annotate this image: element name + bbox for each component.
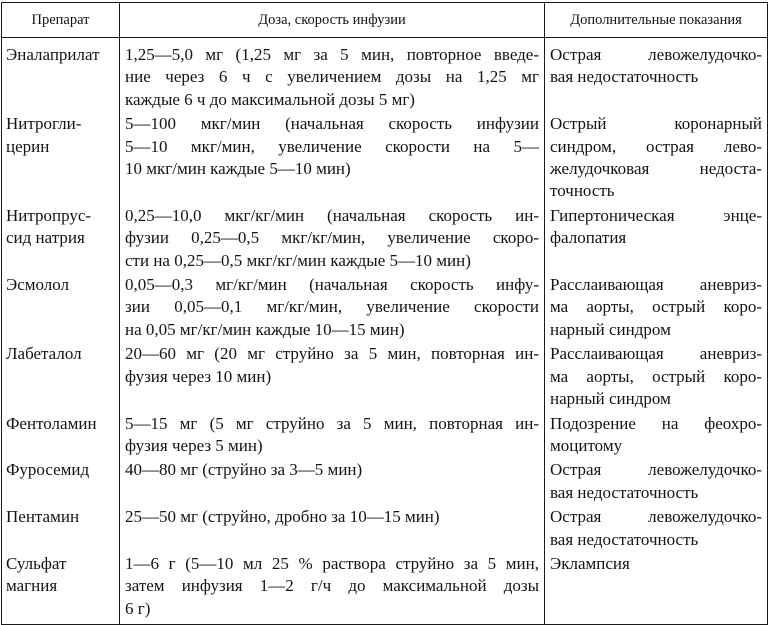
cell-line: Сульфат — [6, 553, 67, 573]
indication-cell — [545, 343, 768, 412]
cell-line: фалопатия — [550, 228, 627, 248]
cell-line: Нитропрус- — [6, 205, 92, 225]
cell-line: нарный синдром — [550, 319, 671, 339]
indication-cell — [545, 553, 768, 625]
cell-line: Фентоламин — [6, 413, 97, 433]
cell-line: фузия через 10 мин) — [125, 366, 272, 386]
cell-line: Эклампсия — [550, 553, 630, 573]
cell-line: сид натрия — [6, 228, 85, 248]
cell-line: 0,25—10,0 мкг/кг/мин (начальная скорость ин- — [125, 205, 539, 225]
table-row — [2, 413, 768, 460]
drug-cell — [2, 343, 120, 412]
indication-cell — [545, 506, 768, 553]
table-body — [2, 38, 768, 625]
cell-line: вая недостаточность — [550, 529, 699, 549]
drug-cell — [2, 113, 120, 205]
dose-cell — [120, 274, 545, 343]
cell-line: Острая левожелудочко- — [550, 460, 762, 480]
cell-line: 6 г) — [125, 598, 151, 618]
cell-line: каждые 6 ч до максимальной дозы 5 мг) — [125, 89, 415, 109]
cell-line: 1,25—5,0 мг (1,25 мг за 5 мин, повторное введе- — [125, 45, 539, 64]
cell-line: точность — [550, 181, 615, 201]
table-row — [2, 205, 768, 274]
indication-cell — [545, 459, 768, 506]
table-row — [2, 38, 768, 114]
cell-line: затем инфузия 1—2 г/ч до максимальной дозы — [125, 576, 539, 596]
drug-dosage-table — [1, 2, 768, 625]
drug-cell — [2, 205, 120, 274]
drug-cell — [2, 413, 120, 460]
table-row — [2, 113, 768, 205]
cell-line: на 0,05 мг/кг/мин каждые 10—15 мин) — [125, 319, 405, 339]
cell-line: Острый коронарный — [550, 114, 762, 134]
indication-cell — [545, 413, 768, 460]
cell-line: Лабеталол — [6, 344, 82, 364]
cell-line: 5—15 мг (5 мг струйно за 5 мин, повторная ин- — [125, 413, 539, 433]
cell-line: вая недостаточность — [550, 67, 699, 87]
table-header-row — [2, 3, 768, 38]
drug-cell — [2, 38, 120, 114]
cell-line: Пентамин — [6, 507, 80, 527]
cell-line: вая недостаточность — [550, 482, 699, 502]
cell-line: зии 0,05—0,1 мг/кг/мин, увеличение скорости — [125, 297, 539, 317]
cell-line: нарный синдром — [550, 389, 671, 409]
cell-line: фузия через 5 мин) — [125, 435, 263, 455]
table-row — [2, 506, 768, 553]
cell-line: Фуросемид — [6, 460, 90, 480]
cell-line: Эналаприлат — [6, 45, 100, 64]
drug-cell — [2, 459, 120, 506]
dose-cell — [120, 343, 545, 412]
table-row — [2, 553, 768, 625]
cell-line: синдром, острая лево- — [550, 136, 762, 156]
indication-cell — [545, 113, 768, 205]
table-row — [2, 343, 768, 412]
table-row — [2, 459, 768, 506]
cell-line: ма аорты, острый коро- — [550, 297, 762, 317]
cell-line: фузии 0,25—0,5 мкг/кг/мин, увеличение скоро- — [125, 228, 539, 248]
cell-line: Подозрение на феохро- — [550, 413, 762, 433]
dose-cell — [120, 413, 545, 460]
cell-line: Гипертоническая энце- — [550, 205, 762, 225]
dose-cell — [120, 553, 545, 625]
dose-cell — [120, 459, 545, 506]
cell-line: 10 мкг/мин каждые 5—10 мин) — [125, 159, 351, 179]
cell-line: Эсмолол — [6, 275, 70, 295]
cell-line: 0,05—0,3 мг/кг/мин (начальная скорость инфу- — [125, 275, 539, 295]
drug-cell — [2, 553, 120, 625]
cell-line: магния — [6, 576, 58, 596]
drug-cell — [2, 506, 120, 553]
cell-line: Нитрогли- — [6, 114, 82, 134]
cell-line: церин — [6, 136, 50, 156]
cell-line: 1—6 г (5—10 мл 25 % раствора струйно за 5 мин, — [125, 553, 539, 573]
cell-line: Острая левожелудочко- — [550, 507, 762, 527]
cell-line: сти на 0,25—0,5 мкг/кг/мин каждые 5—10 мин) — [125, 250, 471, 270]
dose-cell — [120, 38, 545, 114]
dose-cell — [120, 506, 545, 553]
cell-line: 5—100 мкг/мин (начальная скорость инфузии — [125, 114, 539, 134]
header-drug: Препарат — [2, 3, 120, 38]
cell-line: 5—10 мкг/мин, увеличение скорости на 5— — [125, 136, 539, 156]
cell-line: 25—50 мг (струйно, дробно за 10—15 мин) — [125, 507, 440, 527]
drug-cell — [2, 274, 120, 343]
dose-cell — [120, 205, 545, 274]
indication-cell — [545, 274, 768, 343]
cell-line: ние через 6 ч с увеличением дозы на 1,25 мг — [125, 67, 539, 87]
cell-line: Острая левожелудочко- — [550, 45, 762, 64]
cell-line: желудочковая недоста- — [550, 159, 762, 179]
cell-line: Расслаивающая аневриз- — [550, 275, 762, 295]
cell-line: ма аорты, острый коро- — [550, 366, 762, 386]
cell-line: 40—80 мг (струйно за 3—5 мин) — [125, 460, 363, 480]
cell-line: моцитому — [550, 435, 623, 455]
header-dose: Доза, скорость инфузии — [120, 3, 545, 38]
dose-cell — [120, 113, 545, 205]
indication-cell — [545, 38, 768, 114]
table-row — [2, 274, 768, 343]
header-indication: Дополнительные показания — [545, 3, 768, 38]
cell-line: 20—60 мг (20 мг струйно за 5 мин, повторная ин- — [125, 344, 539, 364]
cell-line: Расслаивающая аневриз- — [550, 344, 762, 364]
indication-cell — [545, 205, 768, 274]
